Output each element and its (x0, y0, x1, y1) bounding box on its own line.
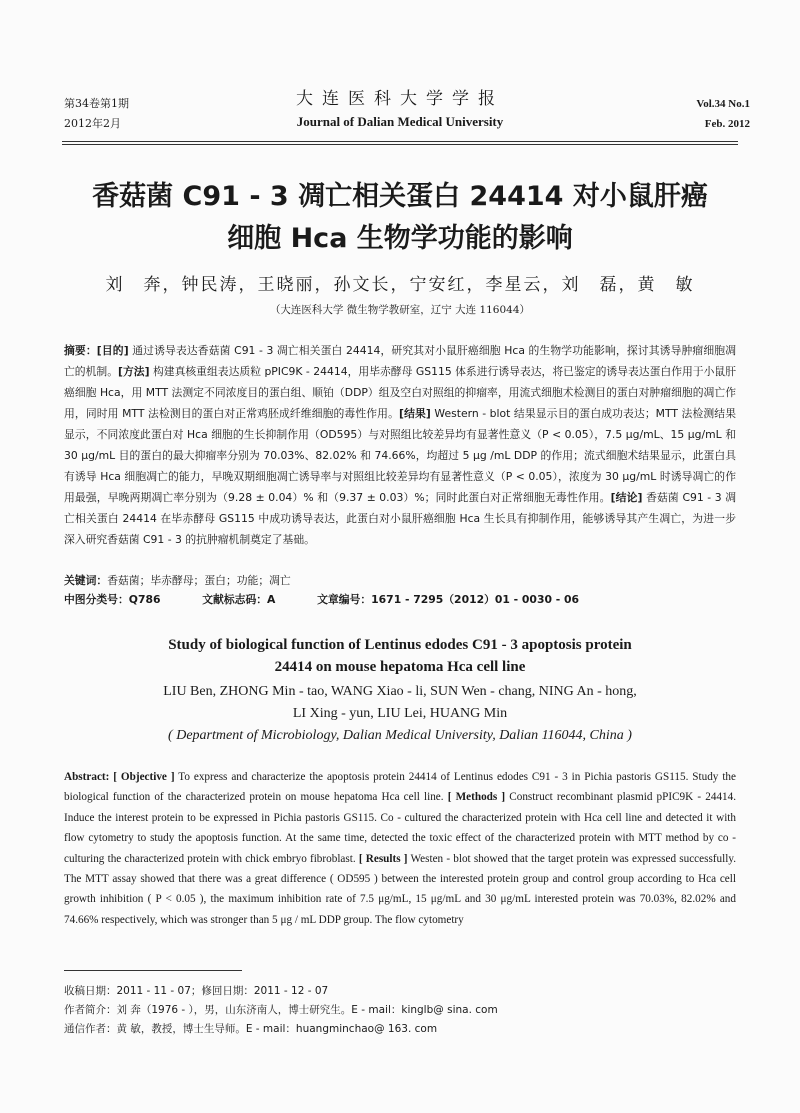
header-volume-en: Vol.34 No.1 (696, 98, 750, 110)
abstract-en-label: Abstract: (64, 771, 110, 783)
paper-title-line1: 香菇菌 C91 - 3 凋亡相关蛋白 24414 对小鼠肝癌 (92, 181, 708, 212)
classification-line (64, 590, 736, 609)
abstract-en-objective-label: [ Objective ] (113, 771, 175, 783)
clc-number: 中图分类号：Q786 (64, 593, 161, 606)
keywords-text: 香菇菌；毕赤酵母；蛋白；功能；凋亡 (107, 574, 291, 587)
abstract-en-methods: Construct recombinant plasmid pPIC9K - 24414. Induce the interest protein to be expressed in Pichia pastoris GS115. Co - cultured the characterized protein with Hca cell line and detected it with flow cytometry to study the apoptosis function. At the same time, detected the toxic effect of the characterized protein with MTT method by co - culturing the characterized protein with chick embryo fibroblast. (64, 791, 737, 865)
document-code: 文献标志码：A (202, 593, 276, 606)
english-title-line2: 24414 on mouse hepatoma Hca cell line (274, 659, 526, 675)
english-authors-line2: LI Xing - yun, LIU Lei, HUANG Min (292, 706, 508, 721)
paper-title (60, 176, 740, 260)
header-date-en: Feb. 2012 (704, 118, 750, 130)
footnote-author-bio: 作者简介：刘 奔（1976 - ），男，山东济南人，博士研究生。E - mail：kinglb@ sina. com (64, 1004, 498, 1016)
keywords-label: 关键词： (64, 574, 108, 587)
abstract-cn-conclusion: 香菇菌 C91 - 3 凋亡相关蛋白 24414 在毕赤酵母 GS115 中成功诱导表达，此蛋白对小鼠肝癌细胞 Hca 生长具有抑制作用，能够诱导其产生凋亡，为进一步深入研究香菇菌 C91 - 3 的抗肿瘤机制奠定了基础。 (64, 491, 736, 546)
header-rule-bottom (62, 144, 738, 145)
header-volume-cn: 第34卷第1期 (64, 97, 129, 110)
abstract-en-results: Westen - blot showed that the target protein was expressed successfully. The MTT assay showed that there was a great difference ( OD595 ) between the interested protein group and control group according to Hca cell growth inhibition ( P < 0.05 ), the maximum inhibition rate of 7.5 μg/mL, 15 μg/mL and 30 μg/mL interested protein was 70.03%, 82.02% and 74.66% respectively, which was stronger than 5 μg / mL DDP group. The flow cytometry (64, 852, 737, 926)
abstract-cn (64, 340, 736, 550)
english-title-line1: Study of biological function of Lentinus edodes C91 - 3 apoptosis protein (168, 637, 632, 653)
abstract-cn-results-label: [结果] (399, 407, 431, 420)
footnote-received: 收稿日期：2011 - 11 - 07；修回日期：2011 - 12 - 07 (64, 985, 329, 997)
abstract-en-methods-label: [ Methods ] (447, 791, 506, 804)
affiliation-cn: （大连医科大学 微生物学教研室，辽宁 大连 116044） (269, 304, 531, 316)
abstract-cn-conclusion-label: [结论] (610, 491, 643, 504)
footnotes (64, 982, 736, 1039)
footnote-corresponding: 通信作者：黄 敏，教授，博士生导师。E - mail：huangminchao@ 163. com (64, 1023, 438, 1035)
english-authors (60, 681, 740, 725)
english-title (60, 634, 740, 678)
header-rule-top (62, 141, 738, 142)
english-affiliation: ( Department of Microbiology, Dalian Medical University, Dalian 116044, China ) (168, 728, 632, 743)
keywords (64, 571, 736, 590)
authors-cn: 刘 奔，钟民涛，王晓丽，孙文长，宁安红，李星云，刘 磊，黄 敏 (105, 275, 695, 295)
abstract-cn-objective: 通过诱导表达香菇菌 C91 - 3 凋亡相关蛋白 24414，研究其对小鼠肝癌细胞 Hca 的生物学功能影响，探讨其诱导肿瘤细胞凋亡的机制。 (64, 344, 737, 378)
footnote-rule (64, 970, 242, 971)
abstract-cn-methods-label: [方法] (118, 365, 150, 378)
header-volume-en-block (696, 94, 750, 134)
abstract-en-results-label: [ Results ] (358, 852, 408, 865)
abstract-en-objective: To express and characterize the apoptosis protein 24414 of Lentinus edodes C91 - 3 in Pichia pastoris GS115. Study the biological function of the characterized protein on mouse hepatoma Hca cell line. (64, 771, 736, 804)
abstract-cn-results: Western - blot 结果显示目的蛋白成功表达；MTT 法检测结果显示，不同浓度此蛋白对 Hca 细胞的生长抑制作用（OD595）与对照组比较差异均有显著性意义（P < 0.05），7.5 μg/mL、15 μg/mL 和 30 μg/mL 目的蛋白的最大抑瘤率分别为 70.03%、82.02% 和 74.66%，均超过 5 μg /mL DDP 的作用；流式细胞术结果显示，此蛋白具有诱导 Hca 细胞凋亡的能力，早晚双期细胞凋亡诱导率与对照组比较差异均有显著性意义（P < 0.05），浓度为 30 μg/mL 时诱导凋亡的作用最强，早晚两期凋亡率分别为（9.28 ± 0.04）% 和（9.37 ± 0.03）%；同时此蛋白对正常细胞无毒性作用。 (64, 407, 737, 504)
abstract-en (64, 767, 736, 930)
header-journal (0, 88, 800, 132)
header-date-cn: 2012年2月 (64, 117, 121, 130)
journal-name-cn: 大连医科大学学报 (296, 89, 504, 109)
journal-name-en: Journal of Dalian Medical University (296, 114, 504, 129)
abstract-cn-label: 摘要： (64, 344, 97, 357)
abstract-cn-methods: 构建真核重组表达质粒 pPIC9K - 24414，用毕赤酵母 GS115 体系进行诱导表达，将已鉴定的诱导表达蛋白作用于小鼠肝癌细胞 Hca，用 MTT 法测定不同浓度目的蛋白组、顺铂（DDP）组及空白对照组的抑瘤率，用流式细胞术检测目的蛋白对肿瘤细胞的凋亡作用，同时用 MTT 法检测目的蛋白对正常鸡胚成纤维细胞的毒性作用。 (64, 365, 737, 420)
paper-title-line2: 细胞 Hca 生物学功能的影响 (227, 223, 573, 254)
english-authors-line1: LIU Ben, ZHONG Min - tao, WANG Xiao - li, SUN Wen - chang, NING An - hong, (163, 684, 637, 699)
article-number: 文章编号：1671 - 7295（2012）01 - 0030 - 06 (317, 593, 579, 606)
abstract-cn-objective-label: [目的] (96, 344, 129, 357)
